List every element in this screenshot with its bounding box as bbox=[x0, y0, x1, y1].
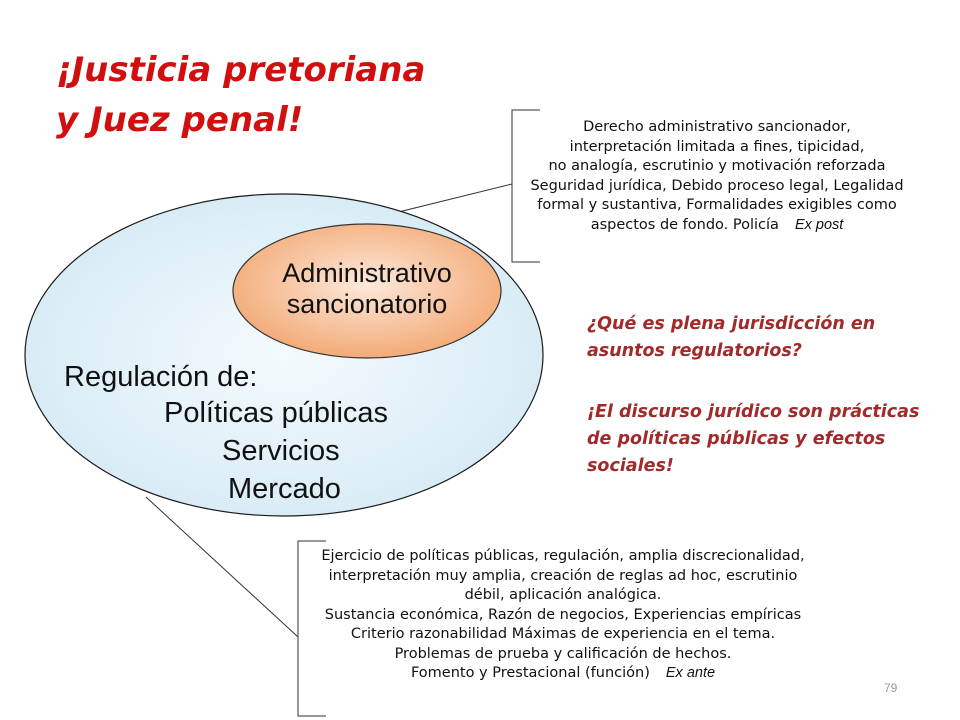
bottom-box-ex-ante-tag: Ex ante bbox=[665, 665, 716, 681]
question-1-line: ¿Qué es plena jurisdicción en bbox=[587, 314, 876, 334]
inner-ellipse-label bbox=[232, 258, 502, 320]
bottom-box-last-text: Fomento y Prestacional (función) bbox=[410, 665, 650, 681]
statement-line: sociales! bbox=[587, 456, 674, 476]
bottom-box-line: interpretación muy amplia, creación de reglas ad hoc, escrutinio bbox=[328, 567, 798, 584]
bottom-box-line: Problemas de prueba y calificación de hechos. bbox=[394, 645, 732, 662]
inner-ellipse-label-line-2: sancionatorio bbox=[286, 289, 448, 319]
bottom-box-line: Ejercicio de políticas públicas, regulación, amplia discrecionalidad, bbox=[321, 548, 805, 564]
statement-line: de políticas públicas y efectos bbox=[587, 429, 886, 449]
top-box-line: formal y sustantiva, Formalidades exigibles como bbox=[537, 197, 897, 213]
top-box-last-line bbox=[512, 216, 922, 236]
statement-discurso-juridico bbox=[587, 399, 919, 480]
question-1-line: asuntos regulatorios? bbox=[587, 341, 802, 361]
bottom-box-line: Criterio razonabilidad Máximas de experiencia en el tema. bbox=[350, 626, 776, 642]
bottom-text-box bbox=[293, 547, 833, 684]
regulacion-item: Mercado bbox=[228, 473, 341, 505]
top-box-line: Derecho administrativo sancionador, bbox=[583, 119, 851, 135]
slide-title-line-2: y Juez penal! bbox=[56, 100, 304, 140]
page-number: 79 bbox=[884, 681, 898, 695]
top-box-line: Seguridad jurídica, Debido proceso legal, Legalidad bbox=[530, 177, 904, 194]
slide-title-line-1: ¡Justicia pretoriana bbox=[56, 50, 426, 90]
statement-line: ¡El discurso jurídico son prácticas bbox=[587, 402, 920, 422]
top-box-last-text: aspectos de fondo. Policía bbox=[590, 216, 779, 233]
top-box-ex-post-tag: Ex post bbox=[794, 216, 844, 233]
bottom-box-line: débil, aplicación analógica. bbox=[464, 587, 662, 603]
regulacion-item: Políticas públicas bbox=[164, 397, 389, 429]
question-plena-jurisdiccion bbox=[587, 311, 875, 365]
inner-ellipse-label-line-1: Administrativo bbox=[282, 258, 452, 288]
top-text-box bbox=[512, 118, 922, 235]
connector-line-bottom bbox=[146, 497, 298, 637]
top-box-line: interpretación limitada a fines, tipicidad, bbox=[569, 138, 865, 155]
bottom-box-line: Sustancia económica, Razón de negocios, Experiencias empíricas bbox=[324, 606, 802, 623]
bottom-box-last-line bbox=[293, 664, 833, 684]
top-box-line: no analogía, escrutinio y motivación reforzada bbox=[548, 158, 886, 174]
regulacion-heading: Regulación de: bbox=[64, 361, 258, 393]
regulacion-item: Servicios bbox=[222, 435, 340, 467]
